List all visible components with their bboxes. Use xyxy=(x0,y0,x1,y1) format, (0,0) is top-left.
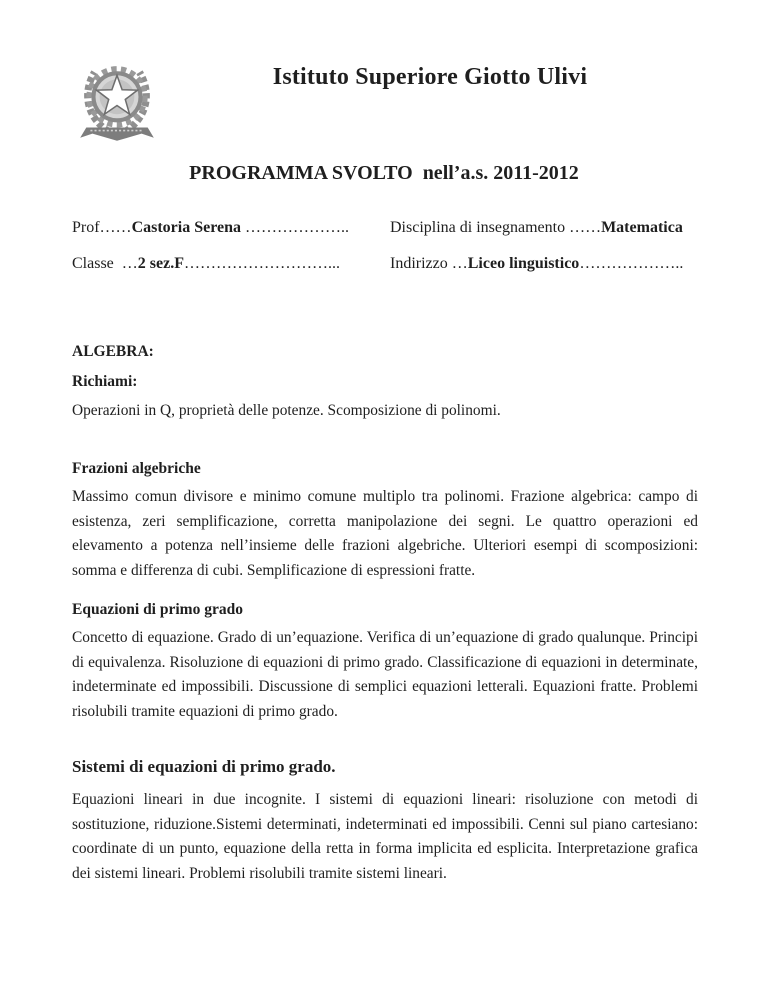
classe-value: 2 sez.F xyxy=(137,255,184,272)
section-heading-equazioni-primo-grado: Equazioni di primo grado xyxy=(72,601,243,618)
indirizzo-label: Indirizzo … xyxy=(390,255,468,272)
disciplina-value: Matematica xyxy=(601,219,683,236)
document-title: PROGRAMMA SVOLTO nell’a.s. 2011-2012 xyxy=(189,162,579,184)
section-body-frazioni-algebriche: Massimo comun divisore e minimo comune multiplo tra polinomi. Frazione algebrica: campo di esistenza, zeri semplificazione, corretta manipolazione dei segni. Le quattro operazioni ed elevamento a potenza nell’insieme delle frazioni algebriche. Ulteriori esempi di scomposizioni: somma e differenza di cubi. Semplificazione di espressioni fratte. xyxy=(72,488,698,579)
section-body-equazioni-primo-grado: Concetto di equazione. Grado di un’equazione. Verifica di un’equazione di grado qualunque. Principi di equivalenza. Risoluzione di equazioni di primo grado. Classificazione di equazioni in determinate, indeterminate ed impossibili. Discussione di semplici equazioni letterali. Equazioni fratte. Problemi risolubili tramite equazioni di primo grado. xyxy=(72,629,698,720)
section-heading-frazioni-algebriche: Frazioni algebriche xyxy=(72,460,201,477)
disciplina-line xyxy=(390,219,683,237)
classe-label: Classe … xyxy=(72,255,138,272)
classe-dots: ………………………... xyxy=(183,255,340,272)
disciplina-label: Disciplina di insegnamento …… xyxy=(390,219,602,236)
school-name-title: Istituto Superiore Giotto Ulivi xyxy=(272,64,588,90)
prof-name-value: Castoria Serena xyxy=(131,219,242,236)
prof-dots: ……………….. xyxy=(241,219,350,236)
richiami-text: Operazioni in Q, proprietà delle potenze. Scomposizione di polinomi. xyxy=(72,402,501,419)
section-body-sistemi-equazioni: Equazioni lineari in due incognite. I sistemi di equazioni lineari: risoluzione con metodi di sostituzione, riduzione.Sistemi determinati, indeterminati ed impossibili. Cenni sul piano cartesiano: coordinate di un punto, equazione della retta in forma implicita ed esplicita. Interpretazione grafica dei sistemi lineari. Problemi risolubili tramite sistemi lineari. xyxy=(72,791,698,882)
classe-line xyxy=(72,255,340,273)
prof-line xyxy=(72,219,349,237)
indirizzo-line xyxy=(390,255,683,273)
indirizzo-dots: ……………….. xyxy=(579,255,684,272)
subject-heading-algebra: ALGEBRA: xyxy=(72,343,154,360)
section-heading-sistemi-equazioni: Sistemi di equazioni di primo grado. xyxy=(72,757,336,776)
prof-label: Prof…… xyxy=(72,219,132,236)
richiami-heading: Richiami: xyxy=(72,373,138,390)
indirizzo-value: Liceo linguistico xyxy=(467,255,580,272)
